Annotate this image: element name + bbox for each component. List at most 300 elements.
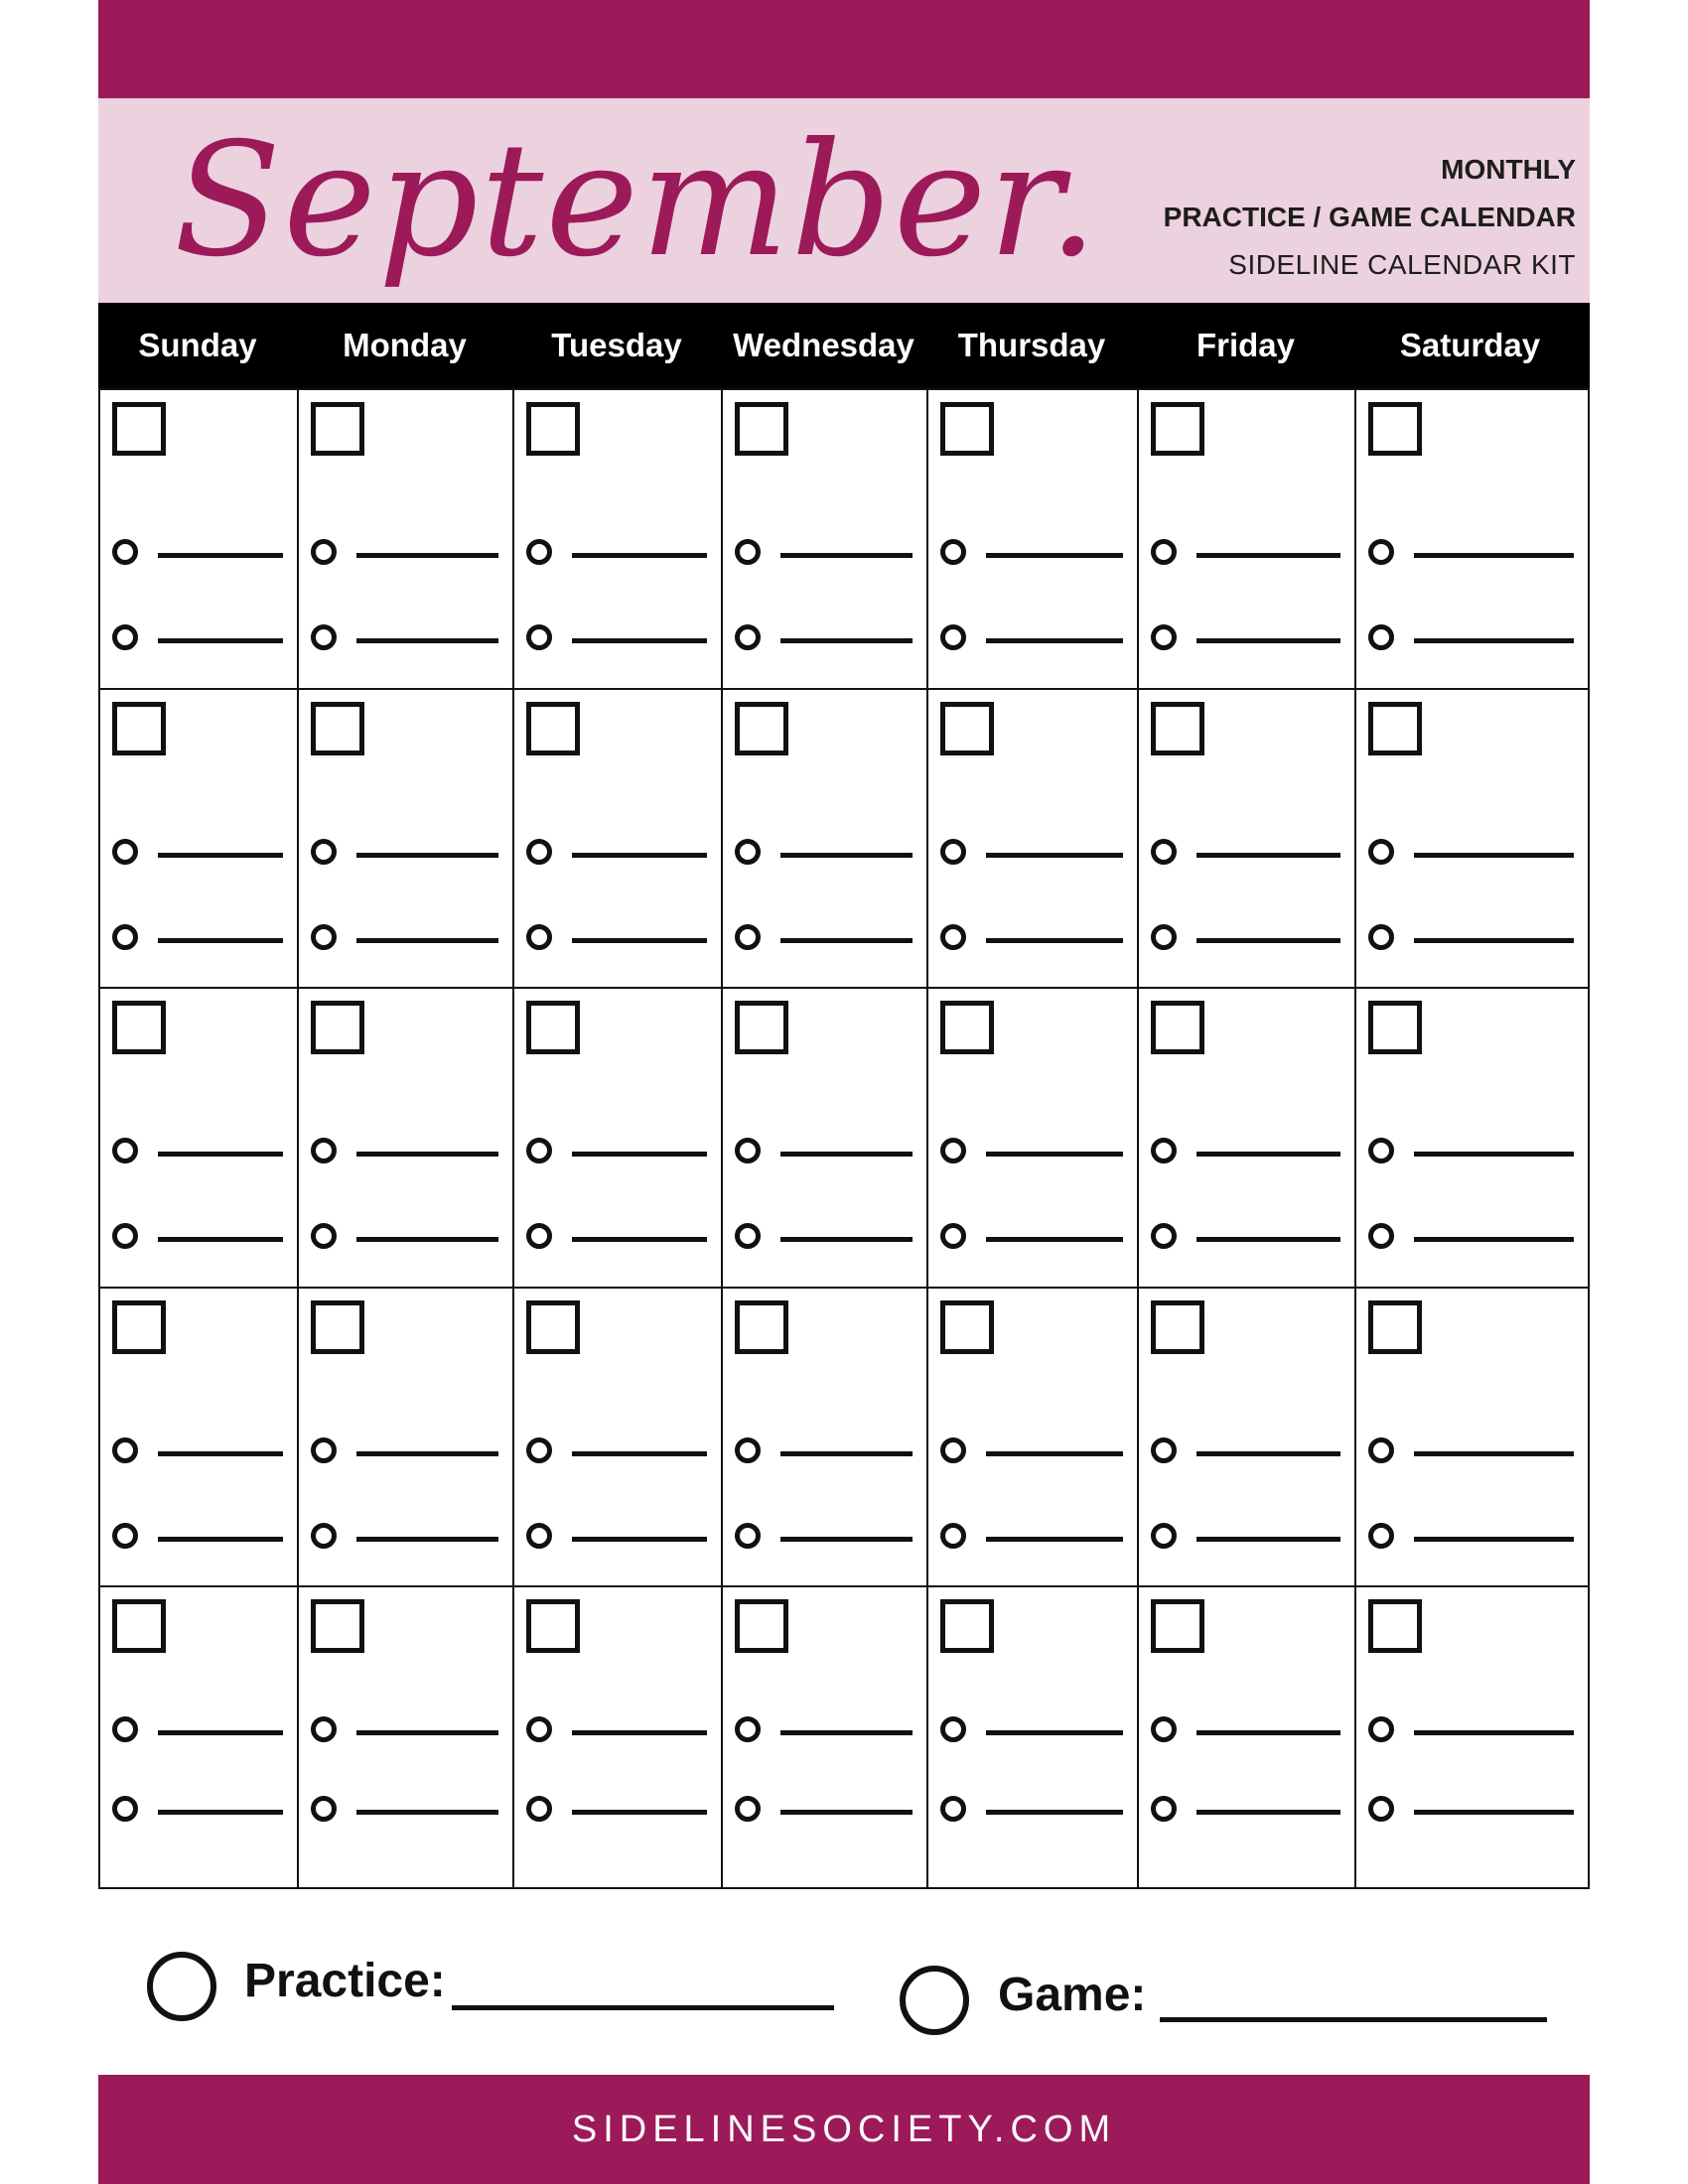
bullet-circle-icon[interactable] <box>526 1523 552 1549</box>
write-in-line[interactable] <box>780 1237 913 1242</box>
date-checkbox[interactable] <box>112 1300 166 1354</box>
write-in-line[interactable] <box>986 1730 1123 1735</box>
day-cell[interactable] <box>100 390 299 690</box>
day-cell[interactable] <box>723 1587 928 1887</box>
event-line[interactable] <box>1368 1138 1578 1163</box>
event-line[interactable] <box>940 1223 1127 1249</box>
bullet-circle-icon[interactable] <box>112 1523 138 1549</box>
event-line[interactable] <box>112 1796 287 1822</box>
event-line[interactable] <box>1151 1796 1344 1822</box>
write-in-line[interactable] <box>158 853 283 858</box>
day-cell[interactable] <box>928 1587 1139 1887</box>
day-cell[interactable] <box>299 1289 514 1588</box>
bullet-circle-icon[interactable] <box>311 1138 337 1163</box>
header-line-monthly: MONTHLY <box>1441 154 1576 185</box>
date-checkbox[interactable] <box>1151 1599 1204 1653</box>
write-in-line[interactable] <box>986 1237 1123 1242</box>
top-accent-bar <box>98 0 1590 98</box>
date-checkbox[interactable] <box>940 1001 994 1054</box>
event-line[interactable] <box>311 924 502 950</box>
bullet-circle-icon[interactable] <box>940 1223 966 1249</box>
date-checkbox[interactable] <box>311 1599 364 1653</box>
write-in-line[interactable] <box>356 853 498 858</box>
write-in-line[interactable] <box>572 1451 707 1456</box>
event-line[interactable] <box>735 924 916 950</box>
date-checkbox[interactable] <box>1368 1001 1422 1054</box>
day-cell[interactable] <box>514 989 723 1289</box>
write-in-line[interactable] <box>986 853 1123 858</box>
bullet-circle-icon[interactable] <box>1151 624 1177 650</box>
day-cell[interactable] <box>723 1289 928 1588</box>
write-in-line[interactable] <box>1414 1537 1574 1542</box>
date-checkbox[interactable] <box>735 702 788 755</box>
bullet-circle-icon[interactable] <box>526 839 552 865</box>
event-line[interactable] <box>311 1716 502 1742</box>
write-in-line[interactable] <box>780 1152 913 1157</box>
date-checkbox[interactable] <box>940 1599 994 1653</box>
bullet-circle-icon[interactable] <box>311 1796 337 1822</box>
write-in-line[interactable] <box>1196 553 1340 558</box>
write-in-line[interactable] <box>1196 1730 1340 1735</box>
bullet-circle-icon[interactable] <box>940 1437 966 1463</box>
event-line[interactable] <box>735 1223 916 1249</box>
write-in-line[interactable] <box>356 553 498 558</box>
write-in-line[interactable] <box>572 1537 707 1542</box>
write-in-line[interactable] <box>572 1237 707 1242</box>
date-checkbox[interactable] <box>1151 702 1204 755</box>
bullet-circle-icon[interactable] <box>1368 624 1394 650</box>
bullet-circle-icon[interactable] <box>1368 1437 1394 1463</box>
date-checkbox[interactable] <box>112 1001 166 1054</box>
date-checkbox[interactable] <box>1368 1300 1422 1354</box>
day-cell[interactable] <box>299 1587 514 1887</box>
write-in-line[interactable] <box>572 938 707 943</box>
event-line[interactable] <box>311 839 502 865</box>
event-line[interactable] <box>526 1523 711 1549</box>
write-in-line[interactable] <box>356 1451 498 1456</box>
day-cell[interactable] <box>928 1289 1139 1588</box>
event-line[interactable] <box>112 1138 287 1163</box>
event-line[interactable] <box>526 624 711 650</box>
weekday-tuesday: Tuesday <box>551 327 682 363</box>
event-line[interactable] <box>1151 624 1344 650</box>
date-checkbox[interactable] <box>735 402 788 456</box>
write-in-line[interactable] <box>356 1730 498 1735</box>
event-line[interactable] <box>311 1223 502 1249</box>
bullet-circle-icon[interactable] <box>735 1138 761 1163</box>
write-in-line[interactable] <box>1196 1237 1340 1242</box>
game-legend-circle-icon[interactable] <box>900 1966 969 2035</box>
bullet-circle-icon[interactable] <box>526 1223 552 1249</box>
event-line[interactable] <box>112 924 287 950</box>
bullet-circle-icon[interactable] <box>1368 539 1394 565</box>
bullet-circle-icon[interactable] <box>735 1523 761 1549</box>
date-checkbox[interactable] <box>940 402 994 456</box>
date-checkbox[interactable] <box>1151 402 1204 456</box>
bullet-circle-icon[interactable] <box>940 924 966 950</box>
day-cell[interactable] <box>1139 690 1356 990</box>
day-cell[interactable] <box>723 690 928 990</box>
event-line[interactable] <box>1151 1716 1344 1742</box>
bullet-circle-icon[interactable] <box>311 1437 337 1463</box>
event-line[interactable] <box>1368 1523 1578 1549</box>
bullet-circle-icon[interactable] <box>526 924 552 950</box>
event-line[interactable] <box>526 1716 711 1742</box>
day-cell[interactable] <box>299 390 514 690</box>
date-checkbox[interactable] <box>526 1300 580 1354</box>
bullet-circle-icon[interactable] <box>940 539 966 565</box>
bullet-circle-icon[interactable] <box>112 1796 138 1822</box>
write-in-line[interactable] <box>158 938 283 943</box>
event-line[interactable] <box>940 1138 1127 1163</box>
weekday-wednesday: Wednesday <box>733 327 914 363</box>
bullet-circle-icon[interactable] <box>735 839 761 865</box>
write-in-line[interactable] <box>1196 1810 1340 1815</box>
event-line[interactable] <box>735 539 916 565</box>
event-line[interactable] <box>940 1437 1127 1463</box>
weekday-thursday: Thursday <box>957 327 1106 363</box>
event-line[interactable] <box>311 624 502 650</box>
day-cell[interactable] <box>100 1587 299 1887</box>
write-in-line[interactable] <box>1196 1537 1340 1542</box>
bullet-circle-icon[interactable] <box>735 1223 761 1249</box>
bullet-circle-icon[interactable] <box>940 624 966 650</box>
practice-legend-blank[interactable] <box>452 2005 834 2010</box>
bullet-circle-icon[interactable] <box>311 1523 337 1549</box>
write-in-line[interactable] <box>1414 1451 1574 1456</box>
write-in-line[interactable] <box>1414 1810 1574 1815</box>
weekday-sunday: Sunday <box>138 327 257 363</box>
date-checkbox[interactable] <box>112 402 166 456</box>
event-line[interactable] <box>940 1523 1127 1549</box>
date-checkbox[interactable] <box>311 402 364 456</box>
event-line[interactable] <box>526 1796 711 1822</box>
event-line[interactable] <box>311 539 502 565</box>
day-cell[interactable] <box>1356 1289 1588 1588</box>
bullet-circle-icon[interactable] <box>735 1437 761 1463</box>
day-cell[interactable] <box>100 1289 299 1588</box>
event-line[interactable] <box>112 1716 287 1742</box>
write-in-line[interactable] <box>1414 1152 1574 1157</box>
write-in-line[interactable] <box>1196 638 1340 643</box>
write-in-line[interactable] <box>356 1237 498 1242</box>
write-in-line[interactable] <box>158 1730 283 1735</box>
write-in-line[interactable] <box>572 638 707 643</box>
write-in-line[interactable] <box>572 1152 707 1157</box>
event-line[interactable] <box>1368 1223 1578 1249</box>
date-checkbox[interactable] <box>940 1300 994 1354</box>
date-checkbox[interactable] <box>1151 1300 1204 1354</box>
day-cell[interactable] <box>1356 1587 1588 1887</box>
event-line[interactable] <box>112 539 287 565</box>
write-in-line[interactable] <box>1414 853 1574 858</box>
bullet-circle-icon[interactable] <box>311 839 337 865</box>
write-in-line[interactable] <box>986 1152 1123 1157</box>
day-cell[interactable] <box>928 390 1139 690</box>
day-cell[interactable] <box>723 390 928 690</box>
event-line[interactable] <box>112 1223 287 1249</box>
event-line[interactable] <box>526 1437 711 1463</box>
write-in-line[interactable] <box>1414 1730 1574 1735</box>
day-cell[interactable] <box>514 1289 723 1588</box>
day-cell[interactable] <box>1139 989 1356 1289</box>
write-in-line[interactable] <box>986 1810 1123 1815</box>
bullet-circle-icon[interactable] <box>1151 1223 1177 1249</box>
write-in-line[interactable] <box>1196 853 1340 858</box>
bullet-circle-icon[interactable] <box>1151 1138 1177 1163</box>
bullet-circle-icon[interactable] <box>1151 839 1177 865</box>
header-line-calendar-type: PRACTICE / GAME CALENDAR <box>1163 202 1576 232</box>
event-line[interactable] <box>1151 539 1344 565</box>
write-in-line[interactable] <box>986 638 1123 643</box>
event-line[interactable] <box>112 1437 287 1463</box>
date-checkbox[interactable] <box>311 1001 364 1054</box>
event-line[interactable] <box>1368 1437 1578 1463</box>
weekday-header-row <box>98 303 1590 388</box>
date-checkbox[interactable] <box>735 1300 788 1354</box>
write-in-line[interactable] <box>1196 1451 1340 1456</box>
write-in-line[interactable] <box>780 1810 913 1815</box>
day-cell[interactable] <box>1139 1289 1356 1588</box>
bullet-circle-icon[interactable] <box>112 1437 138 1463</box>
event-line[interactable] <box>940 1716 1127 1742</box>
bullet-circle-icon[interactable] <box>735 624 761 650</box>
write-in-line[interactable] <box>572 1730 707 1735</box>
event-line[interactable] <box>1368 1716 1578 1742</box>
event-line[interactable] <box>940 539 1127 565</box>
practice-legend-label: Practice: <box>244 1955 446 2007</box>
date-checkbox[interactable] <box>735 1599 788 1653</box>
bullet-circle-icon[interactable] <box>311 1716 337 1742</box>
event-line[interactable] <box>1151 1138 1344 1163</box>
event-line[interactable] <box>112 624 287 650</box>
bullet-circle-icon[interactable] <box>940 839 966 865</box>
event-line[interactable] <box>526 1138 711 1163</box>
write-in-line[interactable] <box>356 1537 498 1542</box>
write-in-line[interactable] <box>356 1810 498 1815</box>
event-line[interactable] <box>735 1523 916 1549</box>
bullet-circle-icon[interactable] <box>1151 539 1177 565</box>
event-line[interactable] <box>112 839 287 865</box>
event-line[interactable] <box>1368 539 1578 565</box>
bullet-circle-icon[interactable] <box>1368 1223 1394 1249</box>
event-line[interactable] <box>526 924 711 950</box>
write-in-line[interactable] <box>780 638 913 643</box>
date-checkbox[interactable] <box>112 702 166 755</box>
bullet-circle-icon[interactable] <box>1368 839 1394 865</box>
event-line[interactable] <box>1368 1796 1578 1822</box>
write-in-line[interactable] <box>780 1537 913 1542</box>
write-in-line[interactable] <box>356 938 498 943</box>
bullet-circle-icon[interactable] <box>112 924 138 950</box>
day-cell[interactable] <box>1356 989 1588 1289</box>
bullet-circle-icon[interactable] <box>526 1796 552 1822</box>
date-checkbox[interactable] <box>1368 702 1422 755</box>
bullet-circle-icon[interactable] <box>311 1223 337 1249</box>
write-in-line[interactable] <box>1414 638 1574 643</box>
day-cell[interactable] <box>299 690 514 990</box>
event-line[interactable] <box>311 1138 502 1163</box>
write-in-line[interactable] <box>986 553 1123 558</box>
date-checkbox[interactable] <box>311 1300 364 1354</box>
day-cell[interactable] <box>928 989 1139 1289</box>
write-in-line[interactable] <box>356 1152 498 1157</box>
day-cell[interactable] <box>1139 390 1356 690</box>
date-checkbox[interactable] <box>526 402 580 456</box>
bullet-circle-icon[interactable] <box>311 539 337 565</box>
bullet-circle-icon[interactable] <box>112 1223 138 1249</box>
bullet-circle-icon[interactable] <box>940 1716 966 1742</box>
bullet-circle-icon[interactable] <box>1368 1716 1394 1742</box>
bullet-circle-icon[interactable] <box>940 1796 966 1822</box>
day-cell[interactable] <box>723 989 928 1289</box>
day-cell[interactable] <box>1356 690 1588 990</box>
event-line[interactable] <box>940 924 1127 950</box>
bullet-circle-icon[interactable] <box>311 624 337 650</box>
event-line[interactable] <box>1368 624 1578 650</box>
bullet-circle-icon[interactable] <box>1151 924 1177 950</box>
event-line[interactable] <box>735 1437 916 1463</box>
date-checkbox[interactable] <box>1368 402 1422 456</box>
event-line[interactable] <box>1151 924 1344 950</box>
write-in-line[interactable] <box>986 1537 1123 1542</box>
game-legend-label: Game: <box>998 1969 1147 2021</box>
bullet-circle-icon[interactable] <box>112 1138 138 1163</box>
bullet-circle-icon[interactable] <box>1151 1437 1177 1463</box>
day-cell[interactable] <box>514 690 723 990</box>
day-cell[interactable] <box>1139 1587 1356 1887</box>
day-cell[interactable] <box>100 989 299 1289</box>
event-line[interactable] <box>735 1716 916 1742</box>
bullet-circle-icon[interactable] <box>526 624 552 650</box>
bullet-circle-icon[interactable] <box>735 924 761 950</box>
write-in-line[interactable] <box>986 938 1123 943</box>
event-line[interactable] <box>526 1223 711 1249</box>
write-in-line[interactable] <box>572 1810 707 1815</box>
write-in-line[interactable] <box>1414 553 1574 558</box>
date-checkbox[interactable] <box>1368 1599 1422 1653</box>
game-legend-blank[interactable] <box>1160 2017 1547 2022</box>
write-in-line[interactable] <box>158 1810 283 1815</box>
day-cell[interactable] <box>100 690 299 990</box>
event-line[interactable] <box>940 1796 1127 1822</box>
date-checkbox[interactable] <box>526 1001 580 1054</box>
bullet-circle-icon[interactable] <box>311 924 337 950</box>
write-in-line[interactable] <box>356 638 498 643</box>
event-line[interactable] <box>940 624 1127 650</box>
write-in-line[interactable] <box>780 553 913 558</box>
write-in-line[interactable] <box>1414 1237 1574 1242</box>
event-line[interactable] <box>1151 1437 1344 1463</box>
header-band <box>98 98 1590 303</box>
event-line[interactable] <box>112 1523 287 1549</box>
day-cell[interactable] <box>928 690 1139 990</box>
bullet-circle-icon[interactable] <box>112 839 138 865</box>
write-in-line[interactable] <box>158 1237 283 1242</box>
bullet-circle-icon[interactable] <box>112 539 138 565</box>
event-line[interactable] <box>940 839 1127 865</box>
write-in-line[interactable] <box>158 1152 283 1157</box>
footer-bar <box>98 2075 1590 2184</box>
day-cell[interactable] <box>514 1587 723 1887</box>
write-in-line[interactable] <box>158 1451 283 1456</box>
write-in-line[interactable] <box>780 853 913 858</box>
event-line[interactable] <box>1151 1223 1344 1249</box>
write-in-line[interactable] <box>780 1730 913 1735</box>
bullet-circle-icon[interactable] <box>526 1138 552 1163</box>
bullet-circle-icon[interactable] <box>1151 1523 1177 1549</box>
bullet-circle-icon[interactable] <box>112 1716 138 1742</box>
bullet-circle-icon[interactable] <box>735 1716 761 1742</box>
calendar-grid <box>98 388 1590 1889</box>
event-line[interactable] <box>1151 839 1344 865</box>
date-checkbox[interactable] <box>1151 1001 1204 1054</box>
bullet-circle-icon[interactable] <box>112 624 138 650</box>
date-checkbox[interactable] <box>526 1599 580 1653</box>
date-checkbox[interactable] <box>112 1599 166 1653</box>
write-in-line[interactable] <box>986 1451 1123 1456</box>
bullet-circle-icon[interactable] <box>1368 924 1394 950</box>
month-title: September. <box>174 109 1100 292</box>
date-checkbox[interactable] <box>311 702 364 755</box>
write-in-line[interactable] <box>780 938 913 943</box>
write-in-line[interactable] <box>158 553 283 558</box>
bullet-circle-icon[interactable] <box>526 1716 552 1742</box>
write-in-line[interactable] <box>780 1451 913 1456</box>
bullet-circle-icon[interactable] <box>735 1796 761 1822</box>
event-line[interactable] <box>1368 924 1578 950</box>
bullet-circle-icon[interactable] <box>940 1523 966 1549</box>
bullet-circle-icon[interactable] <box>526 539 552 565</box>
day-cell[interactable] <box>1356 390 1588 690</box>
event-line[interactable] <box>735 1138 916 1163</box>
event-line[interactable] <box>1151 1523 1344 1549</box>
event-line[interactable] <box>735 624 916 650</box>
bullet-circle-icon[interactable] <box>940 1138 966 1163</box>
event-line[interactable] <box>311 1523 502 1549</box>
event-line[interactable] <box>735 839 916 865</box>
day-cell[interactable] <box>299 989 514 1289</box>
bullet-circle-icon[interactable] <box>1151 1716 1177 1742</box>
bullet-circle-icon[interactable] <box>735 539 761 565</box>
write-in-line[interactable] <box>572 853 707 858</box>
bullet-circle-icon[interactable] <box>526 1437 552 1463</box>
write-in-line[interactable] <box>1196 1152 1340 1157</box>
write-in-line[interactable] <box>158 638 283 643</box>
day-cell[interactable] <box>514 390 723 690</box>
bullet-circle-icon[interactable] <box>1368 1138 1394 1163</box>
write-in-line[interactable] <box>158 1537 283 1542</box>
event-line[interactable] <box>735 1796 916 1822</box>
bullet-circle-icon[interactable] <box>1151 1796 1177 1822</box>
bullet-circle-icon[interactable] <box>1368 1523 1394 1549</box>
header-subtitle <box>1164 146 1576 289</box>
write-in-line[interactable] <box>1196 938 1340 943</box>
event-line[interactable] <box>311 1796 502 1822</box>
bullet-circle-icon[interactable] <box>1368 1796 1394 1822</box>
date-checkbox[interactable] <box>735 1001 788 1054</box>
event-line[interactable] <box>526 839 711 865</box>
weekday-friday: Friday <box>1196 327 1296 363</box>
practice-legend-circle-icon[interactable] <box>147 1952 216 2021</box>
write-in-line[interactable] <box>1414 938 1574 943</box>
event-line[interactable] <box>311 1437 502 1463</box>
date-checkbox[interactable] <box>526 702 580 755</box>
event-line[interactable] <box>1368 839 1578 865</box>
event-line[interactable] <box>526 539 711 565</box>
date-checkbox[interactable] <box>940 702 994 755</box>
write-in-line[interactable] <box>572 553 707 558</box>
